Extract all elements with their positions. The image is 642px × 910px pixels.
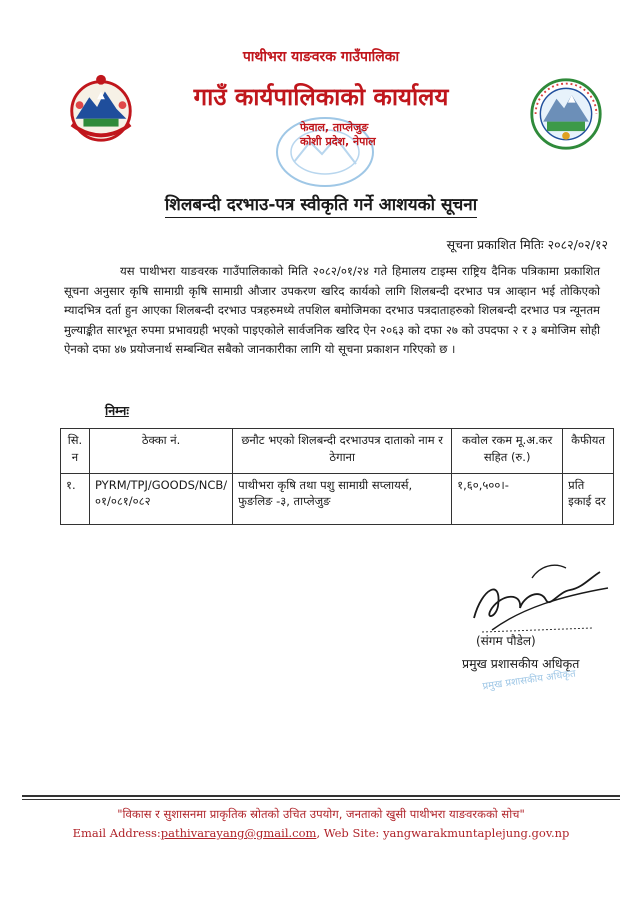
award-table: [60, 428, 614, 525]
cell-serial: १.: [61, 474, 90, 525]
published-date: [447, 236, 608, 253]
cell-contract-no: PYRM/TPJ/GOODS/NCB/ ०१/०८१/०८२: [90, 474, 233, 525]
organization-name: पाथीभरा याङवरक गाउँपालिका: [242, 49, 400, 65]
notice-title-text: शिलबन्दी दरभाउ-पत्र स्वीकृति गर्ने आशयको सूचना: [165, 195, 477, 218]
cell-amount: १,६०,५००।-: [452, 474, 563, 525]
website-link[interactable]: yangwarakmuntaplejung.gov.np: [382, 826, 570, 840]
header-remarks: कैफीयत: [563, 429, 614, 474]
cell-bidder: पाथीभरा कृषि तथा पशु सामाग्री सप्लायर्स, फुङलिङ -३, ताप्लेजुङ: [233, 474, 452, 525]
footer-contact: [0, 826, 642, 840]
header-bidder: छनौट भएको शिलबन्दी दरभाउपत्र दाताको नाम र ठेगाना: [233, 429, 452, 474]
footer-divider-thin: [22, 799, 620, 800]
handwritten-signature-icon: [462, 548, 612, 638]
signatory-name: (संगम पौडेल): [476, 634, 536, 648]
table-header-row: [61, 429, 614, 474]
website-label: , Web Site:: [316, 826, 383, 840]
header-contract-no: ठेक्का नं.: [90, 429, 233, 474]
cell-remarks: प्रति इकाई दर: [563, 474, 614, 525]
email-label: Email Address:: [72, 826, 161, 840]
header-amount: कवोल रकम मू.अ.कर सहित (रु.): [452, 429, 563, 474]
footer-divider: [22, 795, 620, 797]
notice-title: [0, 192, 642, 215]
office-name: गाउँ कार्यपालिकाको कार्यालय: [193, 83, 449, 111]
published-date-value: २०८२/०२/१२: [547, 237, 608, 252]
email-link[interactable]: pathivarayang@gmail.com: [160, 826, 317, 840]
details-subheading: निम्नः: [105, 403, 129, 418]
designation-stamp: प्रमुख प्रशासकीय अधिकृत: [481, 668, 577, 693]
office-address: [300, 121, 376, 149]
footer-motto: "विकास र सुशासनमा प्राकृतिक स्रोतको उचित उपयोग, जनताको खुसी पाथीभरा याङवरकको सोच": [117, 807, 525, 821]
signatory-designation: प्रमुख प्रशासकीय अधिकृत: [462, 656, 580, 671]
published-date-label: सूचना प्रकाशित मितिः: [446, 237, 544, 252]
address-line-2: कोशी प्रदेश, नेपाल: [300, 135, 376, 148]
header-serial: सि. न: [61, 429, 90, 474]
table-row: [61, 474, 614, 525]
address-line-1: फेवाल, ताप्लेजुङ: [300, 121, 369, 134]
notice-body: यस पाथीभरा याङवरक गाउँपालिकाको मिति २०८२/०१/२४ गते हिमालय टाइम्स राष्ट्रिय दैनिक पत्रिकामा प्रकाशित सूचना अनुसार कृषि सामाग्री कृषि सामाग्री औजार उपकरण खरिद कार्यको लागि शिलबन्दी दरभाउ पत्र आव्हान भई तोकिएको म्यादभित्र दर्ता हुन आएका शिलबन्दी दरभाउ पत्रहरुमध्ये तपशिल बमोजिमका दरभाउ पत्रदाताहरुको शिलबन्दी दरभाउ पत्र न्यूनतम मुल्याङ्कीत सारभूत रुपमा प्रभावग्रही भएको पाइएकोले सार्वजनिक खरिद ऐन २०६३ को दफा २७ को उपदफा २ र ३ बमोजिम सोही ऐनको दफा ४७ प्रयोजनार्थ सम्बन्धित सबैको जानकारीका लागि यो सूचना प्रकाशन गरिएको छ ।: [64, 264, 600, 356]
